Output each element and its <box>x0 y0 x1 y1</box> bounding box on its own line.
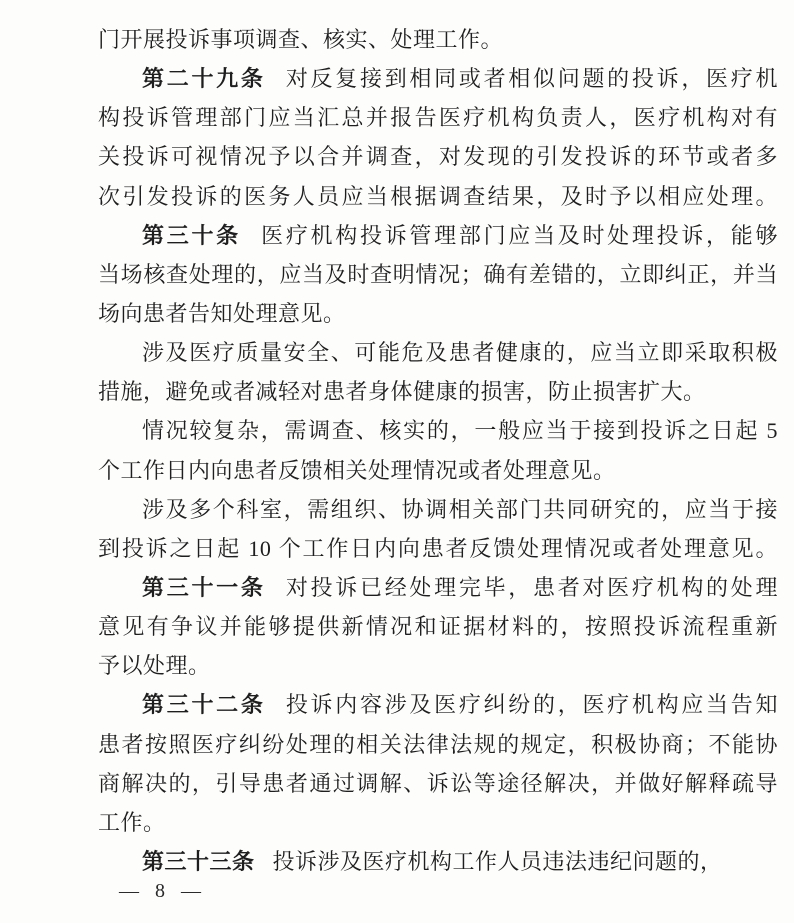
text-line <box>98 177 778 216</box>
line-text: 医疗机构投诉管理部门应当及时处理投诉，能够 <box>258 222 778 248</box>
text-line <box>98 216 778 255</box>
article-33-heading: 第三十三条 <box>142 848 255 874</box>
text-line <box>98 98 778 137</box>
line-text: 当场核查处理的，应当及时查明情况；确有差错的，立即纠正，并当 <box>98 261 778 287</box>
article-30-heading: 第三十条 <box>142 222 241 248</box>
line-text: 投诉涉及医疗机构工作人员违法违纪问题的， <box>272 848 723 874</box>
line-text: 场向患者告知处理意见。 <box>98 300 346 326</box>
text-line <box>98 411 778 450</box>
text-line <box>98 764 778 803</box>
line-text: 对投诉已经处理完毕，患者对医疗机构的处理 <box>283 574 778 600</box>
text-line <box>98 451 778 490</box>
article-31-heading: 第三十一条 <box>142 574 266 600</box>
page-number: — 8 — <box>119 880 202 902</box>
line-text: 措施，避免或者减轻对患者身体健康的损害，防止损害扩大。 <box>98 379 706 405</box>
line-text: 商解决的，引导患者通过调解、诉讼等途径解决，并做好解释疏导 <box>98 770 778 796</box>
text-line <box>98 607 778 646</box>
line-text: 个工作日内向患者反馈相关处理情况或者处理意见。 <box>98 457 616 483</box>
line-text: 工作。 <box>98 809 166 835</box>
text-line <box>98 685 778 724</box>
line-text: 关投诉可视情况予以合并调查，对发现的引发投诉的环节或者多 <box>98 144 778 170</box>
line-text: 对反复接到相同或者相似问题的投诉，医疗机 <box>283 66 778 92</box>
line-text: 情况较复杂，需调查、核实的，一般应当于接到投诉之日起 5 <box>142 418 778 444</box>
text-line <box>98 372 778 411</box>
text-line <box>98 333 778 372</box>
article-29-heading: 第二十九条 <box>142 66 266 92</box>
line-text: 投诉内容涉及医疗纠纷的，医疗机构应当告知 <box>283 692 778 718</box>
line-text: 予以处理。 <box>98 653 211 679</box>
text-line <box>98 803 778 842</box>
text-line <box>98 294 778 333</box>
line-text: 次引发投诉的医务人员应当根据调查结果，及时予以相应处理。 <box>98 183 778 209</box>
text-block <box>98 20 778 881</box>
line-text: 构投诉管理部门应当汇总并报告医疗机构负责人，医疗机构对有 <box>98 105 778 131</box>
line-text: 涉及医疗质量安全、可能危及患者健康的，应当立即采取积极 <box>142 340 778 366</box>
text-line <box>98 59 778 98</box>
text-line <box>98 20 778 59</box>
text-line <box>98 255 778 294</box>
text-line <box>98 137 778 176</box>
text-line <box>98 646 778 685</box>
line-text: 患者按照医疗纠纷处理的相关法律法规的规定，积极协商；不能协 <box>98 731 778 757</box>
line-text: 意见有争议并能够提供新情况和证据材料的，按照投诉流程重新 <box>98 614 778 640</box>
article-32-heading: 第三十二条 <box>142 692 266 718</box>
text-line <box>98 490 778 529</box>
text-line <box>98 568 778 607</box>
text-line <box>98 842 778 881</box>
text-line <box>98 725 778 764</box>
line-text: 到投诉之日起 10 个工作日内向患者反馈处理情况或者处理意见。 <box>98 535 778 561</box>
line-text: 门开展投诉事项调查、核实、处理工作。 <box>98 27 504 52</box>
line-text: 涉及多个科室，需组织、协调相关部门共同研究的，应当于接 <box>142 496 778 522</box>
text-line <box>98 529 778 568</box>
